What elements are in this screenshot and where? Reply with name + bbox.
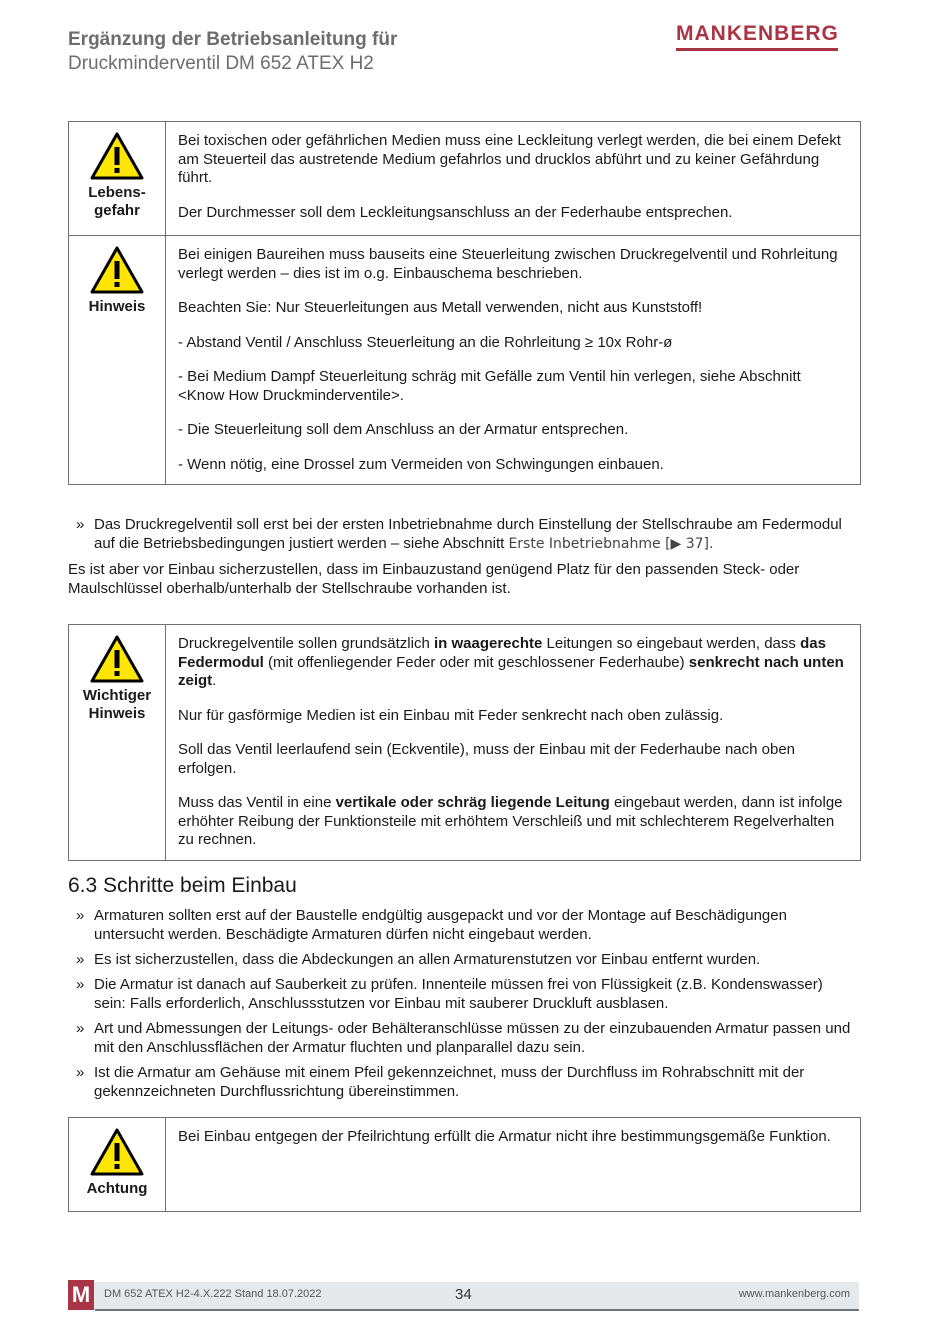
warning-text xyxy=(166,625,860,860)
list-item xyxy=(68,1063,868,1101)
logo-underline xyxy=(676,48,838,51)
bullet-text: Es ist sicherzustellen, dass die Abdeckungen an allen Armaturenstutzen vor Einbau entfernt wurden. xyxy=(94,951,761,968)
warning-paragraph: - Bei Medium Dampf Steuerleitung schräg mit Gefälle zum Ventil hin verlegen, siehe Abschnitt <Know How Druckminderventile>. xyxy=(178,368,801,404)
bullet-marker: » xyxy=(76,976,85,993)
bold-span: in waagerechte xyxy=(433,635,543,652)
bullet-marker: » xyxy=(76,1064,85,1081)
warning-row-caution xyxy=(69,1118,860,1211)
bullet-marker: » xyxy=(76,907,85,924)
warning-label-cell xyxy=(69,1118,166,1211)
warning-triangle-icon xyxy=(90,246,144,294)
text-span: Leitungen so eingebaut werden, dass xyxy=(542,635,801,652)
warning-triangle-icon xyxy=(90,132,144,180)
warning-box-2 xyxy=(68,624,861,861)
warning-paragraph: Beachten Sie: Nur Steuerleitungen aus Metall verwenden, nicht aus Kunststoff! xyxy=(178,299,703,316)
warning-paragraph: Soll das Ventil leerlaufend sein (Eckventile), muss der Einbau mit der Federhaube nach oben erfolgen. xyxy=(178,741,796,777)
bullet-text: Ist die Armatur am Gehäuse mit einem Pfeil gekennzeichnet, muss der Durchfluss im Rohrabschnitt mit der gekennzeichneten Durchflussrichtung übereinstimmen. xyxy=(94,1064,805,1100)
warning-paragraph: Bei Einbau entgegen der Pfeilrichtung erfüllt die Armatur nicht ihre bestimmungsgemäße Funktion. xyxy=(178,1128,831,1145)
warning-label-cell xyxy=(69,236,166,484)
bullet-body: Das Druckregelventil soll erst bei der ersten Inbetriebnahme durch Einstellung der Stellschraube am Federmodul auf die Betriebsbedingungen justiert werden – siehe Abschnitt xyxy=(94,516,842,552)
list-item xyxy=(68,1019,868,1057)
warning-box-1 xyxy=(68,121,861,485)
warning-row-danger xyxy=(69,122,860,235)
cross-reference-link[interactable]: Erste Inbetriebnahme [▶ 37]. xyxy=(508,536,714,552)
warning-text xyxy=(166,122,860,235)
warning-label-cell xyxy=(69,625,166,860)
bold-span: vertikale oder schräg liegende Leitung xyxy=(335,794,610,811)
text-span: . xyxy=(212,672,217,689)
list-item xyxy=(68,515,868,554)
warning-text xyxy=(166,1118,860,1211)
title-line-2: Druckminderventil DM 652 ATEX H2 xyxy=(68,53,374,74)
warning-triangle-icon xyxy=(90,635,144,683)
body-paragraph: Es ist aber vor Einbau sicherzustellen, dass im Einbauzustand genügend Platz für den passenden Steck- oder Maulschlüssel oberhalb/unterhalb der Stellschraube vorhanden ist. xyxy=(68,561,800,597)
warning-label: Lebens- gefahr xyxy=(88,184,146,219)
footer-rule xyxy=(95,1309,859,1311)
footer-url[interactable]: www.mankenberg.com xyxy=(738,1288,850,1300)
warning-label-cell xyxy=(69,122,166,235)
section-bullet-list xyxy=(68,906,868,1107)
warning-row-note xyxy=(69,235,860,484)
list-item xyxy=(68,975,868,1013)
warning-paragraph: Bei toxischen oder gefährlichen Medien muss eine Leckleitung verlegt werden, die bei einem Defekt am Steuerteil das austretende Medium gefahrlos und drucklos abführt und zu keiner Gefährdung führt. xyxy=(178,132,841,186)
warning-label: Hinweis xyxy=(88,298,146,315)
text-span: (mit offenliegender Feder oder mit geschlossener Federhaube) xyxy=(263,653,689,671)
warning-paragraph: Der Durchmesser soll dem Leckleitungsanschluss an der Federhaube entsprechen. xyxy=(178,203,733,221)
warning-paragraph: - Abstand Ventil / Anschluss Steuerleitung an die Rohrleitung ≥ 10x Rohr-ø xyxy=(178,333,673,351)
bullet-marker: » xyxy=(76,1020,85,1037)
bold-span: das Federmodul xyxy=(178,635,826,671)
warning-text xyxy=(166,236,860,484)
bullet-text xyxy=(94,515,854,554)
list-item xyxy=(68,906,868,944)
warning-paragraph: Nur für gasförmige Medien ist ein Einbau mit Feder senkrecht nach oben zulässig. xyxy=(178,706,724,724)
warning-paragraph: Bei einigen Baureihen muss bauseits eine Steuerleitung zwischen Druckregelventil und Rohrleitung verlegt werden – dies ist im o.g. Einbauschema beschrieben. xyxy=(178,246,838,282)
footer-logo: M xyxy=(68,1280,94,1310)
text-span: Muss das Ventil in eine xyxy=(178,794,336,811)
warning-paragraph xyxy=(178,635,848,691)
bullet-text: Die Armatur ist danach auf Sauberkeit zu prüfen. Innenteile müssen frei von Flüssigkeit (z.B. Kondenswasser) sein: Falls erforderlich, Anschlussstutzen vor Einbau mit sauberer Druckluft ausblasen. xyxy=(94,976,823,1012)
warning-paragraph xyxy=(178,794,848,850)
warning-triangle-icon xyxy=(90,1128,144,1176)
bullet-text: Art und Abmessungen der Leitungs- oder Behälteranschlüsse müssen zu der einzubauenden Armatur passen und mit den Anschlussflächen der Armatur fluchten und planparallel dazu sein. xyxy=(94,1020,851,1056)
bullet-marker: » xyxy=(76,951,85,968)
list-item xyxy=(68,950,868,969)
section-heading: 6.3 Schritte beim Einbau xyxy=(68,874,297,897)
document-title xyxy=(68,28,397,76)
text-span: eingebaut werden, dann ist infolge erhöhter Reibung der Funktionsteile mit erhöhtem Verschleiß und mit schlechterem Regelverhalten zu rechnen. xyxy=(178,794,843,848)
bold-span: senkrecht nach unten zeigt xyxy=(178,653,844,689)
warning-paragraph: - Die Steuerleitung soll dem Anschluss an der Armatur entsprechen. xyxy=(178,421,629,438)
mankenberg-logo: MANKENBERG xyxy=(676,22,839,45)
warning-label: Wichtiger Hinweis xyxy=(82,687,152,722)
warning-box-3 xyxy=(68,1117,861,1212)
warning-row-important xyxy=(69,625,860,860)
bullet-text: Armaturen sollten erst auf der Baustelle endgültig ausgepackt und vor der Montage auf Beschädigungen untersucht werden. Beschädigte Armaturen dürfen nicht eingebaut werden. xyxy=(94,907,787,943)
bullet-marker: » xyxy=(76,516,85,533)
warning-paragraph: - Wenn nötig, eine Drossel zum Vermeiden von Schwingungen einbauen. xyxy=(178,455,664,473)
warning-label: Achtung xyxy=(86,1180,148,1197)
page-number: 34 xyxy=(455,1286,472,1303)
paragraph-block xyxy=(68,515,868,598)
title-line-1: Ergänzung der Betriebsanleitung für xyxy=(68,29,398,50)
text-span: Druckregelventile sollen grundsätzlich xyxy=(178,635,434,652)
footer-document-id: DM 652 ATEX H2-4.X.222 Stand 18.07.2022 xyxy=(104,1288,322,1300)
